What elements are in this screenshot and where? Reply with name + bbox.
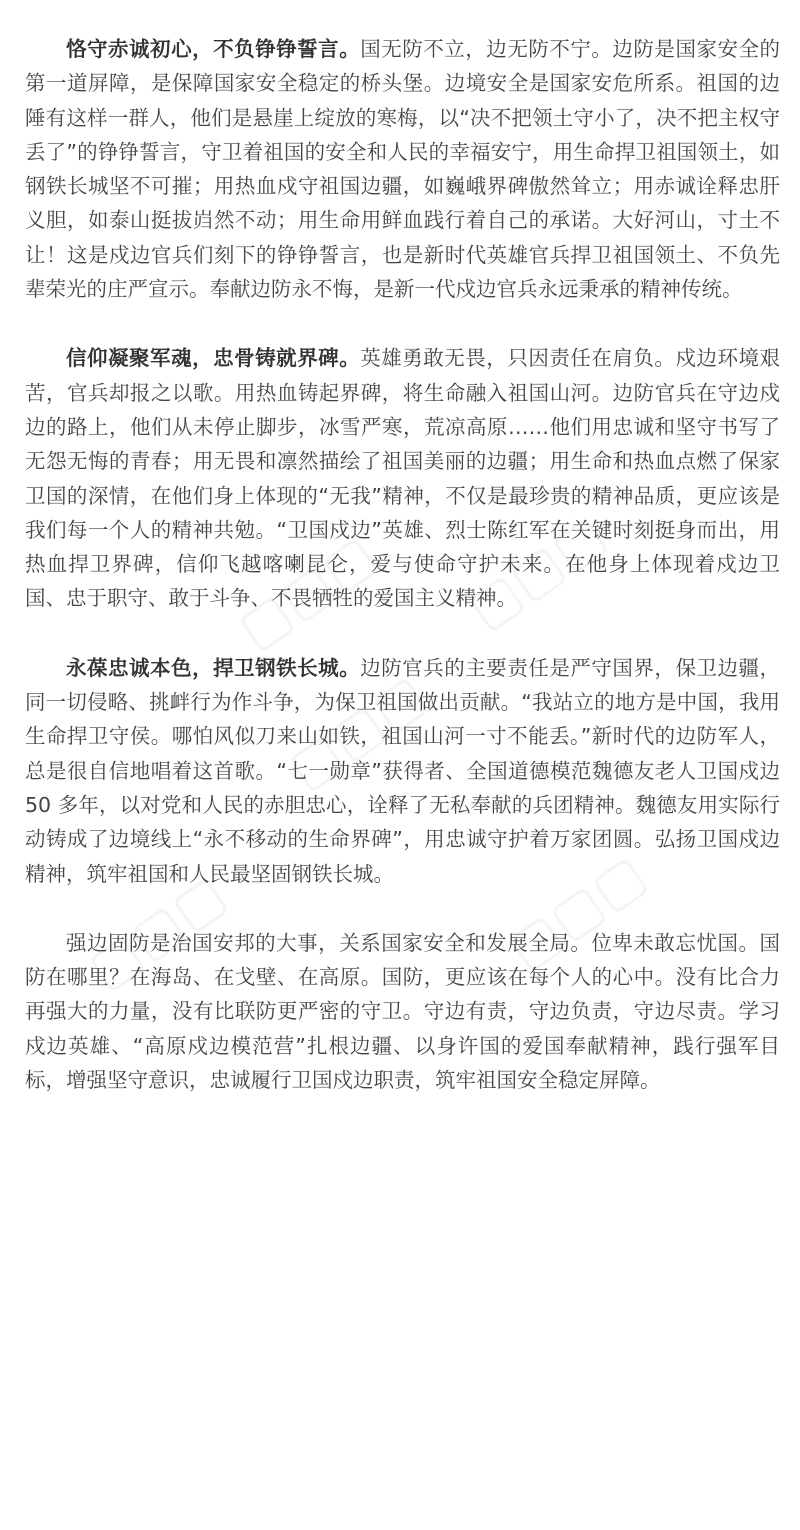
- paragraph-lead-sentence: 信仰凝聚军魂，忠骨铸就界碑。: [66, 346, 361, 371]
- paragraph-lead-sentence: 永葆忠诚本色，捍卫钢铁长城。: [66, 655, 361, 680]
- paragraph-body-text: 边防官兵的主要责任是严守国界，保卫边疆，同一切侵略、挑衅行为作斗争，为保卫祖国做出贡献。“我站立的地方是中国，我用生命捍卫守侯。哪怕风似刀来山如铁，祖国山河一寸不能丢。”新时代的边防军人，总是很自信地唱着这首歌。“七一勋章”获得者、全国道德模范魏德友老人卫国戍边 50 多年，以对党和人民的赤胆忠心，诠释了无私奉献的兵团精神。魏德友用实际行动铸成了边境线上“永不移动的生命界碑”，用忠诚守护着万家团圆。弘扬卫国戍边精神，筑牢祖国和人民最坚固钢铁长城。: [25, 655, 781, 886]
- article-paragraph: [25, 32, 780, 306]
- article-paragraph: [25, 651, 780, 891]
- article-paragraph: [25, 926, 780, 1097]
- paragraph-body-text: 英雄勇敢无畏，只因责任在肩负。戍边环境艰苦，官兵却报之以歌。用热血铸起界碑，将生命融入祖国山河。边防官兵在守边戍边的路上，他们从未停止脚步，冰雪严寒，荒凉高原……他们用忠诚和坚守书写了无怨无悔的青春；用无畏和凛然描绘了祖国美丽的边疆；用生命和热血点燃了保家卫国的深情，在他们身上体现的“无我”精神，不仅是最珍贵的精神品质，更应该是我们每一个人的精神共勉。“卫国戍边”英雄、烈士陈红军在关键时刻挺身而出，用热血捍卫界碑，信仰飞越喀喇昆仑，爱与使命守护未来。在他身上体现着戍边卫国、忠于职守、敢于斗争、不畏牺牲的爱国主义精神。: [25, 346, 781, 611]
- paragraph-body-text: 国无防不立，边无防不宁。边防是国家安全的第一道屏障，是保障国家安全稳定的桥头堡。边境安全是国家安危所系。祖国的边陲有这样一群人，他们是悬崖上绽放的寒梅，以“决不把领土守小了，决不把主权守丢了”的铮铮誓言，守卫着祖国的安全和人民的幸福安宁，用生命捍卫祖国领土，如钢铁长城坚不可摧；用热血戍守祖国边疆，如巍峨界碑傲然耸立；用赤诚诠释忠肝义胆，如泰山挺拔岿然不动；用生命用鲜血践行着自己的承诺。大好河山，寸土不让！这是戍边官兵们刻下的铮铮誓言，也是新时代英雄官兵捍卫祖国领土、不负先辈荣光的庄严宣示。奉献边防永不悔，是新一代戍边官兵永远秉承的精神传统。: [25, 37, 781, 302]
- paragraph-body-text: 强边固防是治国安邦的大事，关系国家安全和发展全局。位卑未敢忘忧国。国防在哪里？在海岛、在戈壁、在高原。国防，更应该在每个人的心中。没有比合力再强大的力量，没有比联防更严密的守卫。守边有责，守边负责，守边尽责。学习戍边英雄、“高原戍边模范营”扎根边疆、以身许国的爱国奉献精神，践行强军目标，增强坚守意识，忠诚履行卫国戍边职责，筑牢祖国安全稳定屏障。: [25, 930, 780, 1093]
- article-paragraph: [25, 341, 780, 615]
- article-body: [25, 32, 780, 1132]
- paragraph-lead-sentence: 恪守赤诚初心，不负铮铮誓言。: [66, 37, 361, 61]
